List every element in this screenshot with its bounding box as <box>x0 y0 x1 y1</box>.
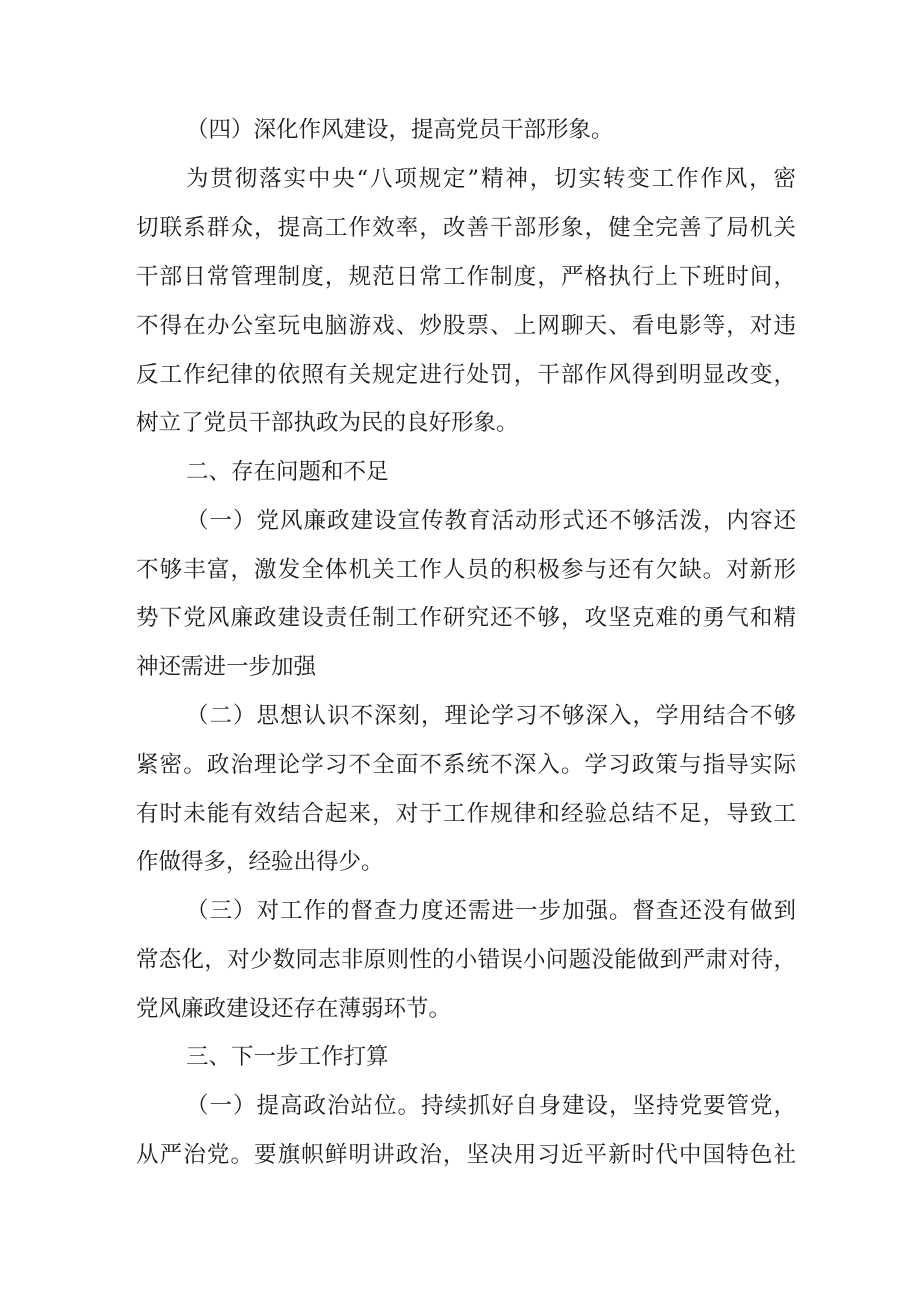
paragraph-line: 常态化，对少数同志非原则性的小错误小问题没能做到严肃对待， <box>136 947 796 973</box>
paragraph-line: 神还需进一步加强 <box>136 654 317 680</box>
paragraph-line: 党风廉政建设还存在薄弱环节。 <box>136 996 452 1022</box>
paragraph-line: 为贯彻落实中央“八项规定”精神，切实转变工作作风，密 <box>186 166 796 192</box>
paragraph-line: 紧密。政治理论学习不全面不系统不深入。学习政策与指导实际 <box>136 752 796 778</box>
paragraph-line: 有时未能有效结合起来，对于工作规律和经验总结不足，导致工 <box>136 801 796 827</box>
paragraph-line: 切联系群众，提高工作效率，改善干部形象，健全完善了局机关 <box>136 215 796 241</box>
paragraph-line: 反工作纪律的依照有关规定进行处罚，干部作风得到明显改变， <box>136 362 796 388</box>
paragraph-line: 不够丰富，激发全体机关工作人员的积极参与还有欠缺。对新形 <box>136 557 796 583</box>
paragraph-line: 不得在办公室玩电脑游戏、炒股票、上网聊天、看电影等，对违 <box>136 313 796 339</box>
section-heading-3: 三、下一步工作打算 <box>186 1044 389 1070</box>
paragraph-line: （二）思想认识不深刻，理论学习不够深入，学用结合不够 <box>186 703 796 729</box>
paragraph-line: （三）对工作的督查力度还需进一步加强。督查还没有做到 <box>186 898 796 924</box>
paragraph-line: 从严治党。要旗帜鲜明讲政治，坚决用习近平新时代中国特色社 <box>136 1142 796 1168</box>
paragraph-line: 作做得多，经验出得少。 <box>136 849 384 875</box>
section-heading-2: 二、存在问题和不足 <box>186 459 389 485</box>
paragraph-line: 干部日常管理制度，规范日常工作制度，严格执行上下班时间， <box>136 264 796 290</box>
paragraph-line: （一）党风廉政建设宣传教育活动形式还不够活泼，内容还 <box>186 508 796 534</box>
paragraph-line: 势下党风廉政建设责任制工作研究还不够，攻坚克难的勇气和精 <box>136 605 796 631</box>
section-4-heading: （四）深化作风建设，提高党员干部形象。 <box>186 117 614 143</box>
paragraph-line: （一）提高政治站位。持续抓好自身建设，坚持党要管党， <box>186 1093 796 1119</box>
paragraph-line: 树立了党员干部执政为民的良好形象。 <box>136 410 519 436</box>
